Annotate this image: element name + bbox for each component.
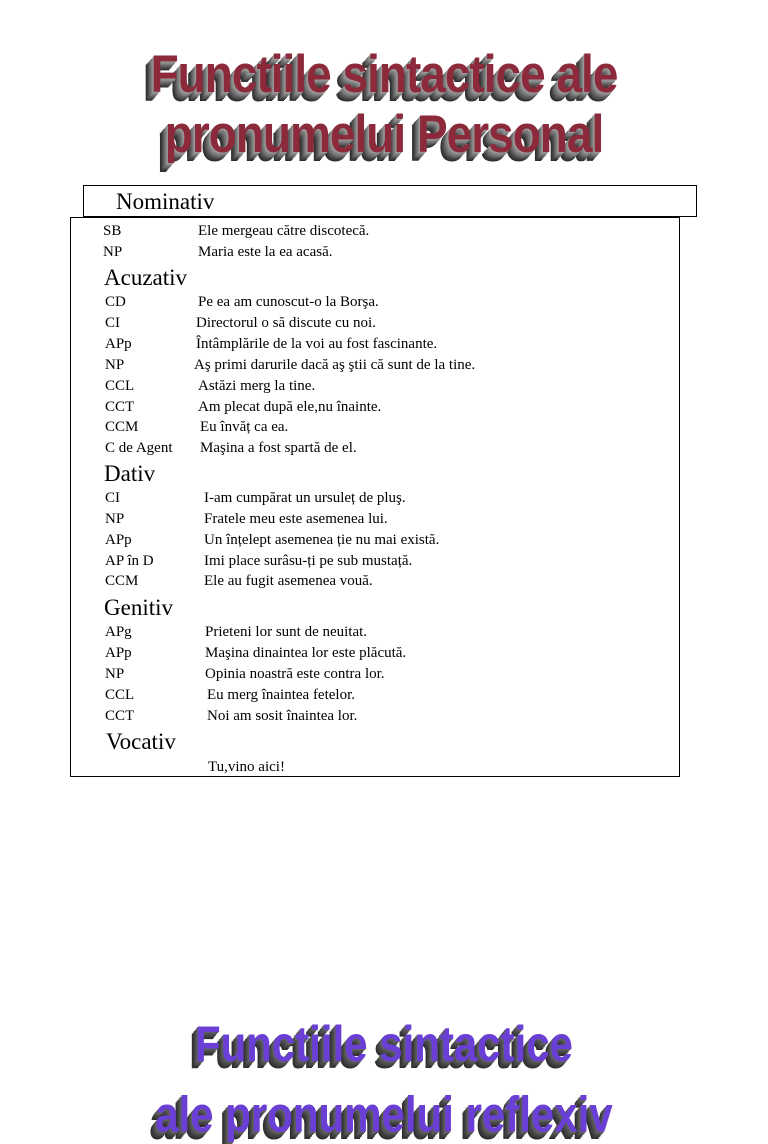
row-abbr: C de Agent (105, 440, 173, 456)
row-abbr: APg (105, 624, 132, 640)
row-text: Prieteni lor sunt de neuitat. (205, 624, 368, 640)
row-text: Noi am sosit înaintea lor. (207, 708, 358, 724)
row-text: Directorul o să discute cu noi. (196, 315, 376, 331)
row-abbr: CCM (105, 573, 139, 589)
row-abbr: APp (105, 645, 132, 661)
row-text: Eu merg înaintea fetelor. (207, 687, 356, 703)
row-text: Maria este la ea acasă. (198, 244, 333, 260)
row-text: Întâmplările de la voi au fost fascinante. (196, 336, 438, 352)
row-abbr: SB (103, 223, 122, 239)
row-text: Un înțelept asemenea ție nu mai există. (204, 532, 440, 548)
row-abbr: CD (105, 294, 126, 310)
title-bottom-line2: ale pronumelui reflexiv (155, 1086, 613, 1143)
row-abbr: CCT (105, 399, 135, 415)
row-abbr: NP (105, 511, 125, 527)
row-text: Fratele meu este asemenea lui. (204, 511, 388, 527)
row-text: Ele au fugit asemenea vouă. (204, 573, 373, 589)
row-text: I-am cumpărat un ursuleț de pluş. (204, 490, 406, 506)
row-abbr: APp (105, 336, 132, 352)
title-top-line2: pronumelui Personal (164, 103, 604, 164)
row-text: Opinia noastră este contra lor. (205, 666, 385, 682)
title-top-line1: Functiile sintactice ale (150, 43, 618, 104)
row-text: Maşina a fost spartă de el. (200, 440, 357, 456)
row-abbr: NP (105, 666, 125, 682)
row-text: Maşina dinaintea lor este plăcută. (205, 645, 407, 661)
row-abbr: APp (105, 532, 132, 548)
section-heading-acuzativ: Acuzativ (104, 265, 188, 290)
row-abbr: CCM (105, 419, 139, 435)
row-abbr: CCT (105, 708, 135, 724)
row-abbr: NP (105, 357, 125, 373)
row-text: Eu învăț ca ea. (200, 419, 289, 435)
row-text: Astăzi merg la tine. (198, 378, 316, 394)
row-text: Imi place surâsu-ți pe sub mustață. (204, 553, 413, 569)
row-text: Tu,vino aici! (208, 759, 285, 775)
section-heading-vocativ: Vocativ (106, 729, 176, 754)
row-text: Ele mergeau către discotecă. (198, 223, 370, 239)
section-heading-dativ: Dativ (104, 461, 156, 486)
row-text: Pe ea am cunoscut-o la Borşa. (198, 294, 379, 310)
section-heading-nominativ: Nominativ (116, 189, 215, 214)
row-abbr: CI (105, 490, 120, 506)
row-text: Aş primi darurile dacă aş ştii că sunt de la tine. (194, 357, 476, 373)
row-abbr: CCL (105, 687, 135, 703)
title-bottom-line1: Functiile sintactice (194, 1015, 574, 1072)
row-abbr: NP (103, 244, 123, 260)
row-abbr: CI (105, 315, 120, 331)
section-heading-genitiv: Genitiv (104, 595, 173, 620)
row-abbr: AP în D (105, 553, 154, 569)
row-abbr: CCL (105, 378, 135, 394)
row-text: Am plecat după ele,nu înainte. (198, 399, 382, 415)
